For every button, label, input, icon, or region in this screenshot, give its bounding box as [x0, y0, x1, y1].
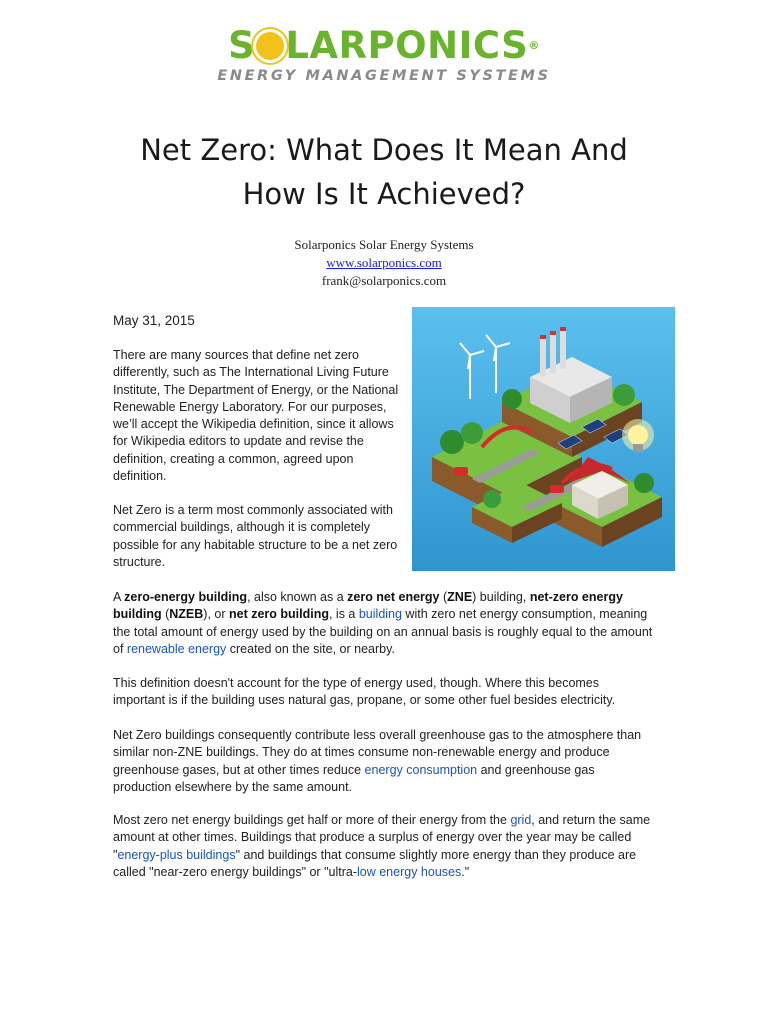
logo-letters-rest: LARPONICS	[285, 24, 529, 67]
p3-text-4: ) building,	[472, 590, 530, 604]
p3-text-9: created on the site, or nearby.	[226, 641, 395, 656]
p3-text-5: (	[161, 607, 170, 622]
renewable-energy-link[interactable]: renewable energy	[126, 641, 227, 656]
title-line-1: Net Zero: What Does It Mean And	[140, 133, 628, 167]
p3-text-2: , also known as a	[247, 590, 348, 604]
paragraph-1: There are many sources that define net zero differently, such as The International Living Future Institute, The Department of Energy, or the National Renewable Energy Laboratory. For our purposes, we’ll accept the Wikipedia definition, since it allows for Wikipedia editors to update and revise the definition, creating a common, agreed upon definition.	[113, 348, 399, 484]
p6-text-1: Most zero net energy buildings get half or more of their energy from the	[113, 813, 511, 827]
logo-wordmark: S LARPONICS®	[228, 24, 540, 67]
building-link[interactable]: building	[358, 607, 402, 622]
term-zne: ZNE	[447, 590, 473, 604]
term-zero-net-energy: zero net energy	[347, 590, 440, 604]
grid-link[interactable]: grid	[510, 813, 532, 827]
website-link[interactable]: www.solarponics.com	[326, 255, 442, 270]
low-energy-houses-link[interactable]: low energy houses	[357, 864, 462, 879]
logo-letter-s: S	[228, 24, 256, 67]
article-date: May 31, 2015	[113, 313, 195, 328]
p3-text-1: A	[113, 590, 125, 604]
p3-text-8: with zero net energy consumption, meaning the total amount of energy used by the building on an annual basis is roughly equal to the amount of	[113, 607, 653, 656]
p6-text-2: , and return the same amount at other times. Buildings that produce a surplus of energy over the year may be called "	[113, 813, 651, 862]
term-net-zero-building: net zero building	[228, 607, 329, 622]
paragraph-2: Net Zero is a term most commonly associated with commercial buildings, although it is completely possible for any habitable structure to be a net zero structure.	[113, 503, 398, 569]
p5-text-2: and greenhouse gas production elsewhere by the same amount.	[113, 762, 595, 794]
p3-text-3: (	[439, 590, 448, 604]
byline	[0, 236, 768, 290]
net-zero-city-illustration	[412, 307, 675, 571]
logo-tagline: ENERGY MANAGEMENT SYSTEMS	[217, 68, 551, 84]
title-line-2: How Is It Achieved?	[242, 177, 526, 211]
p6-text-3: " and buildings that consume slightly more energy than they produce are called "near-zero energy buildings" or "ultra-	[113, 847, 637, 879]
paragraph-5	[113, 727, 653, 796]
p3-text-7: , is a	[328, 607, 359, 622]
energy-consumption-link[interactable]: energy consumption	[364, 762, 478, 777]
paragraph-3	[113, 589, 653, 658]
term-net-zero-energy-building: net-zero energy building	[113, 590, 623, 622]
page-title	[60, 128, 708, 216]
term-nzeb: NZEB	[169, 607, 204, 622]
brand-logo	[0, 26, 768, 84]
contact-email: frank@solarponics.com	[321, 273, 447, 288]
energy-plus-buildings-link[interactable]: energy-plus buildings	[117, 847, 236, 862]
p5-text-1: Net Zero buildings consequently contribute less overall greenhouse gas to the atmosphere than similar non-ZNE buildings. They do at times consume non-renewable energy and produce greenhouse gases, but at other times reduce	[113, 728, 642, 777]
company-name: Solarponics Solar Energy Systems	[294, 237, 474, 252]
term-zero-energy-building: zero-energy building	[124, 590, 248, 604]
paragraph-4: This definition doesn't account for the type of energy used, though. Where this becomes important is if the building uses natural gas, propane, or some other fuel besides electricity.	[113, 676, 616, 708]
p3-text-6: ), or	[203, 607, 229, 622]
sun-icon	[256, 32, 284, 60]
paragraph-6	[113, 812, 653, 881]
p6-text-4: ."	[461, 864, 470, 879]
